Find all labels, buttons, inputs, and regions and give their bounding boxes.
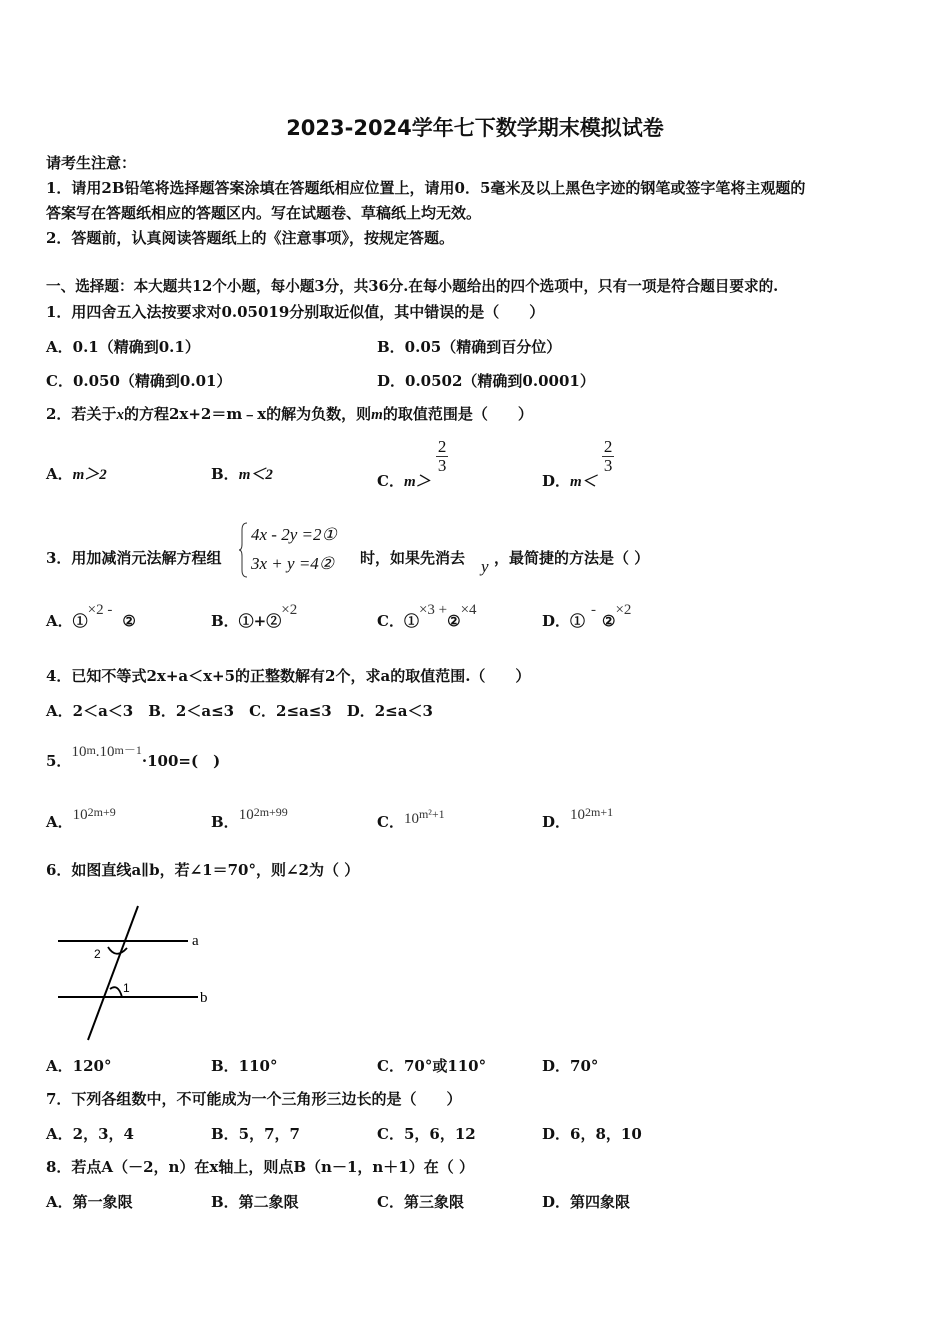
q6-option-c[interactable]: C．70°或110° [377,1057,487,1075]
notice-line-1: 1．请用2B铅笔将选择题答案涂填在答题纸相应位置上，请用0．5毫米及以上黑色字迹的钢笔或签字笔将主观题的 [46,179,806,197]
transversal-line [88,906,138,1040]
q8-option-c[interactable]: C．第三象限 [377,1193,464,1211]
q4-stem: 4．已知不等式2x+a＜x+5的正整数解有2个，求a的取值范围.（ ） [46,667,531,685]
q2-option-d[interactable]: D．m＜ $\frac{2}{3}$ [542,437,613,490]
label-angle-1: 1 [123,981,130,995]
page-title: 2023-2024学年七下数学期末模拟试卷 [286,116,664,140]
q2-option-c[interactable]: C．m＞ $\frac{2}{3}$ [377,437,447,490]
fraction-two-thirds: $\frac{2}{3}$ [437,437,447,475]
q3-option-b[interactable]: B．①+②×2 [211,602,298,630]
q8-option-b[interactable]: B．第二象限 [211,1193,299,1211]
fraction-two-thirds: $\frac{2}{3}$ [603,437,613,475]
q2-option-b[interactable]: B．m＜2 [211,465,273,483]
notice-line-2: 2．答题前，认真阅读答题纸上的《注意事项》，按规定答题。 [46,229,454,247]
q5-option-b[interactable]: B．$10^{2m+99}$ [211,805,288,831]
notice-line-1b: 答案写在答题纸相应的答题区内。写在试题卷、草稿纸上均无效。 [46,204,482,222]
q2-option-a[interactable]: A．m＞2 [46,465,107,483]
q6-stem: 6．如图直线a∥b，若∠1＝70°，则∠2为（ ） [46,861,360,879]
q1-option-b[interactable]: B．0.05（精确到百分位） [377,338,562,356]
q5-option-a[interactable]: A．$10^{2m+9}$ [46,805,116,831]
q7-stem: 7．下列各组数中，不可能成为一个三角形三边长的是（ ） [46,1090,462,1108]
q4-options[interactable]: A．2＜a＜3 B．2＜a≤3 C．2≤a≤3 D．2≤a＜3 [46,702,433,720]
q1-option-d[interactable]: D．0.0502（精确到0.0001） [377,372,595,390]
q3-equation-1: 4x - 2y =2① [251,525,337,544]
label-b: b [200,990,208,1006]
q5-option-d[interactable]: D．$10^{2m+1}$ [542,805,614,831]
q6-option-a[interactable]: A．120° [46,1057,112,1075]
q1-stem: 1．用四舍五入法按要求对0.05019分别取近似值，其中错误的是（ ） [46,303,545,321]
q6-option-b[interactable]: B．110° [211,1057,278,1075]
q7-option-b[interactable]: B．5，7，7 [211,1125,300,1143]
q7-option-c[interactable]: C．5，6，12 [377,1125,476,1143]
angle-1-arc [110,987,122,997]
q3-stem-end: ，最简捷的方法是（ ） [494,549,650,567]
q3-var-y: y [481,557,489,576]
q3-stem-start: 3．用加减消元法解方程组 [46,549,222,567]
notice-heading: 请考生注意： [46,154,137,172]
q6-option-d[interactable]: D．70° [542,1057,599,1075]
q1-option-c[interactable]: C．0.050（精确到0.01） [46,372,232,390]
q3-stem-mid: 时，如果先消去 [360,549,466,567]
label-a: a [192,933,199,949]
q3-option-c[interactable]: C．①×3 +②×4 [377,602,477,630]
q7-option-d[interactable]: D．6，8，10 [542,1125,642,1143]
brace-icon [238,522,248,578]
q8-option-d[interactable]: D．第四象限 [542,1193,631,1211]
section-heading: 一、选择题：本大题共12个小题，每小题3分，共36分.在每小题给出的四个选项中，只有一项是符合题目要求的. [46,278,779,295]
q2-stem: 2．若关于x的方程2x+2＝m﹣x的解为负数，则m的取值范围是（ ） [46,405,533,423]
q7-option-a[interactable]: A．2，3，4 [46,1125,134,1143]
q3-equation-2: 3x + y =4② [251,554,335,573]
q8-stem: 8．若点A（－2，n）在x轴上，则点B（n－1，n＋1）在（ ） [46,1158,474,1176]
q3-option-d[interactable]: D．①-②×2 [542,602,632,630]
q1-option-a[interactable]: A．0.1（精确到0.1） [46,338,200,356]
q5-option-c[interactable]: C．$10^{m^2+1}$ [377,807,445,831]
q8-option-a[interactable]: A．第一象限 [46,1193,133,1211]
q5-stem: 5．$10^m.10^{m-1}\cdot 100=$( ) [46,743,221,770]
angle-2-arc [108,947,127,954]
parallel-lines-figure [50,900,220,1045]
label-angle-2: 2 [94,947,101,961]
q3-option-a[interactable]: A．①×2 -② [46,602,136,630]
